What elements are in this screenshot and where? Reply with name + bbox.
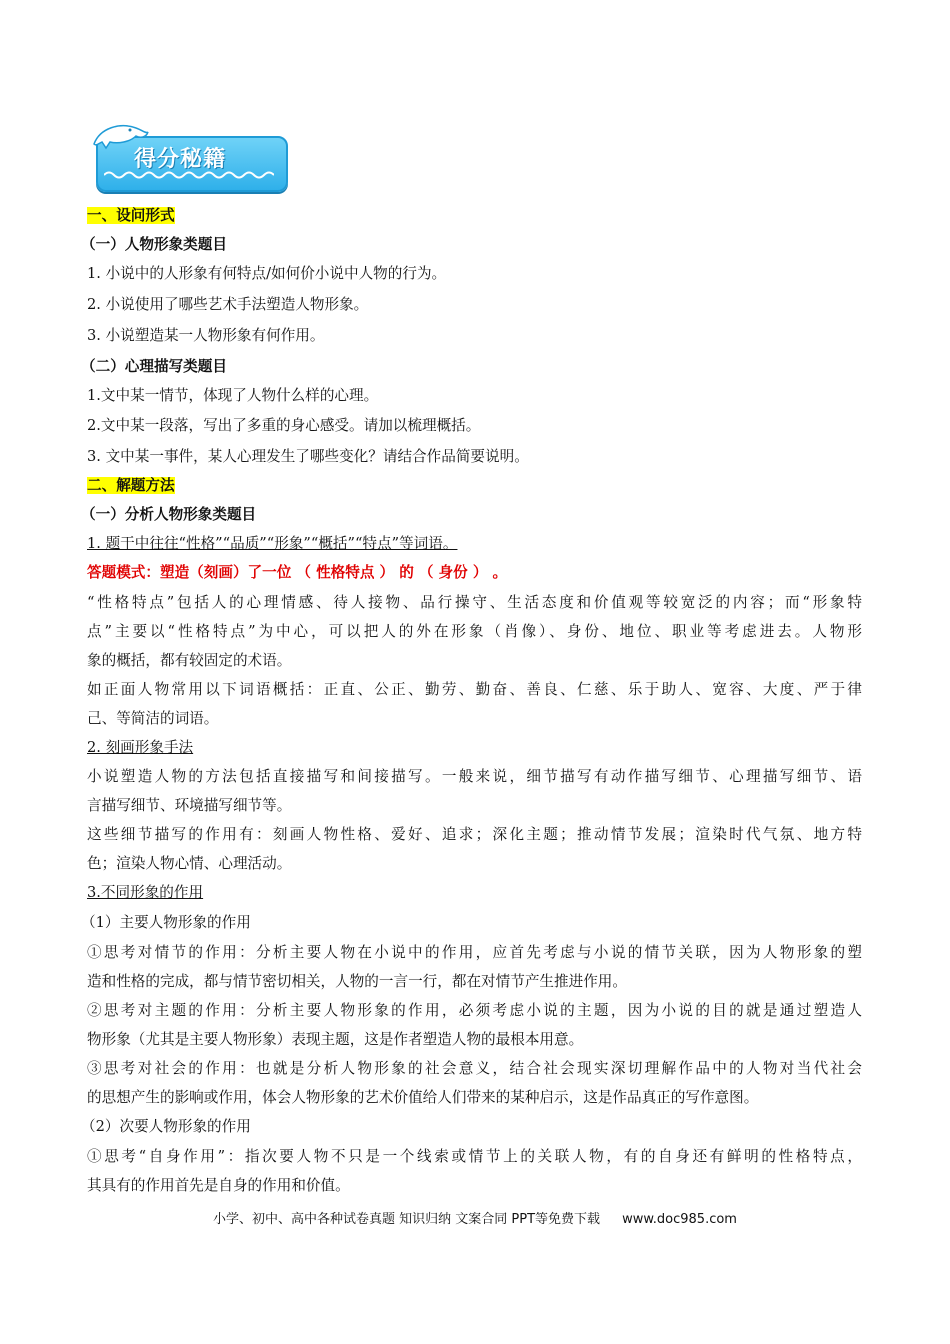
point-heading: 2. 刻画形象手法	[87, 739, 194, 756]
paragraph-line: 这些细节描写的作用有：刻画人物性格、爱好、追求；深化主题；推动情节发展；渲染时代气氛、地方特	[87, 826, 862, 843]
paragraph-line: ①思考“自身作用”：指次要人物不只是一个线索或情节上的关联人物，有的自身还有鲜明的性格特点，	[87, 1148, 862, 1165]
list-item: 1.文中某一情节，体现了人物什么样的心理。	[87, 387, 379, 404]
paragraph-line: 造和性格的完成，都与情节密切相关，人物的一言一行，都在对情节产生推进作用。	[87, 973, 627, 990]
paragraph-line: 小说塑造人物的方法包括直接描写和间接描写。一般来说，细节描写有动作描写细节、心理描写细节、语	[87, 768, 862, 785]
wave-icon	[104, 170, 274, 180]
paragraph-line: 物形象（尤其是主要人物形象）表现主题，这是作者塑造人物的最根本用意。	[87, 1031, 584, 1048]
subpoint-heading: （1）主要人物形象的作用	[81, 914, 251, 931]
paragraph-line: 的思想产生的影响或作用，体会人物形象的艺术价值给人们带来的某种启示，这是作品真正的写作意图。	[87, 1089, 759, 1106]
subsection-heading: （一）人物形象类题目	[81, 236, 227, 253]
paragraph-line: 点”主要以“性格特点”为中心，可以把人的外在形象（肖像）、身份、地位、职业等考虑进去。人物形	[87, 623, 862, 640]
list-item: 3. 文中某一事件，某人心理发生了哪些变化？请结合作品简要说明。	[87, 448, 529, 465]
point-heading: 1. 题干中往往“性格”“品质”“形象”“概括”“特点”等词语。	[87, 535, 458, 552]
score-secrets-banner	[90, 118, 290, 192]
paragraph-line: 其具有的作用首先是自身的作用和价值。	[87, 1177, 350, 1194]
paragraph-line: 如正面人物常用以下词语概括：正直、公正、勤劳、勤奋、善良、仁慈、乐于助人、宽容、大度、严于律	[87, 681, 862, 698]
banner-title: 得分秘籍	[134, 147, 227, 172]
paragraph-line: ③思考对社会的作用：也就是分析人物形象的社会意义，结合社会现实深切理解作品中的人物对当代社会	[87, 1060, 862, 1077]
subsection-heading: （二）心理描写类题目	[81, 358, 227, 375]
point-heading: 3.不同形象的作用	[87, 884, 204, 901]
paragraph-line: ①思考对情节的作用：分析主要人物在小说中的作用，应首先考虑与小说的情节关联，因为人物形象的塑	[87, 944, 862, 961]
list-item: 2. 小说使用了哪些艺术手法塑造人物形象。	[87, 296, 369, 313]
list-item: 1. 小说中的人形象有何特点/如何价小说中人物的行为。	[87, 265, 447, 282]
section-heading-2: 二、解题方法	[87, 477, 175, 494]
paragraph-line: 色；渲染人物心情、心理活动。	[87, 855, 292, 872]
paragraph-line: “性格特点”包括人的心理情感、待人接物、品行操守、生活态度和价值观等较宽泛的内容；而“形象特	[87, 594, 862, 611]
subsection-heading: （一）分析人物形象类题目	[81, 506, 257, 523]
footer-url[interactable]: www.doc985.com	[622, 1212, 737, 1227]
paragraph-line: 己、等简洁的词语。	[87, 710, 219, 727]
paragraph-line: 言描写细节、环境描写细节等。	[87, 797, 292, 814]
paragraph-line: ②思考对主题的作用：分析主要人物形象的作用，必须考虑小说的主题，因为小说的目的就是通过塑造人	[87, 1002, 862, 1019]
list-item: 2.文中某一段落，写出了多重的身心感受。请加以梳理概括。	[87, 417, 481, 434]
answer-template: 答题模式：塑造（刻画）了一位 （ 性格特点 ） 的 （ 身份 ） 。	[87, 564, 508, 581]
list-item: 3. 小说塑造某一人物形象有何作用。	[87, 327, 325, 344]
footer-text: 小学、初中、高中各种试卷真题 知识归纳 文案合同 PPT等免费下载	[213, 1212, 601, 1227]
section-heading-1: 一、设问形式	[87, 207, 175, 224]
subpoint-heading: （2）次要人物形象的作用	[81, 1118, 251, 1135]
page-footer	[0, 1208, 950, 1227]
paragraph-line: 象的概括，都有较固定的术语。	[87, 652, 292, 669]
